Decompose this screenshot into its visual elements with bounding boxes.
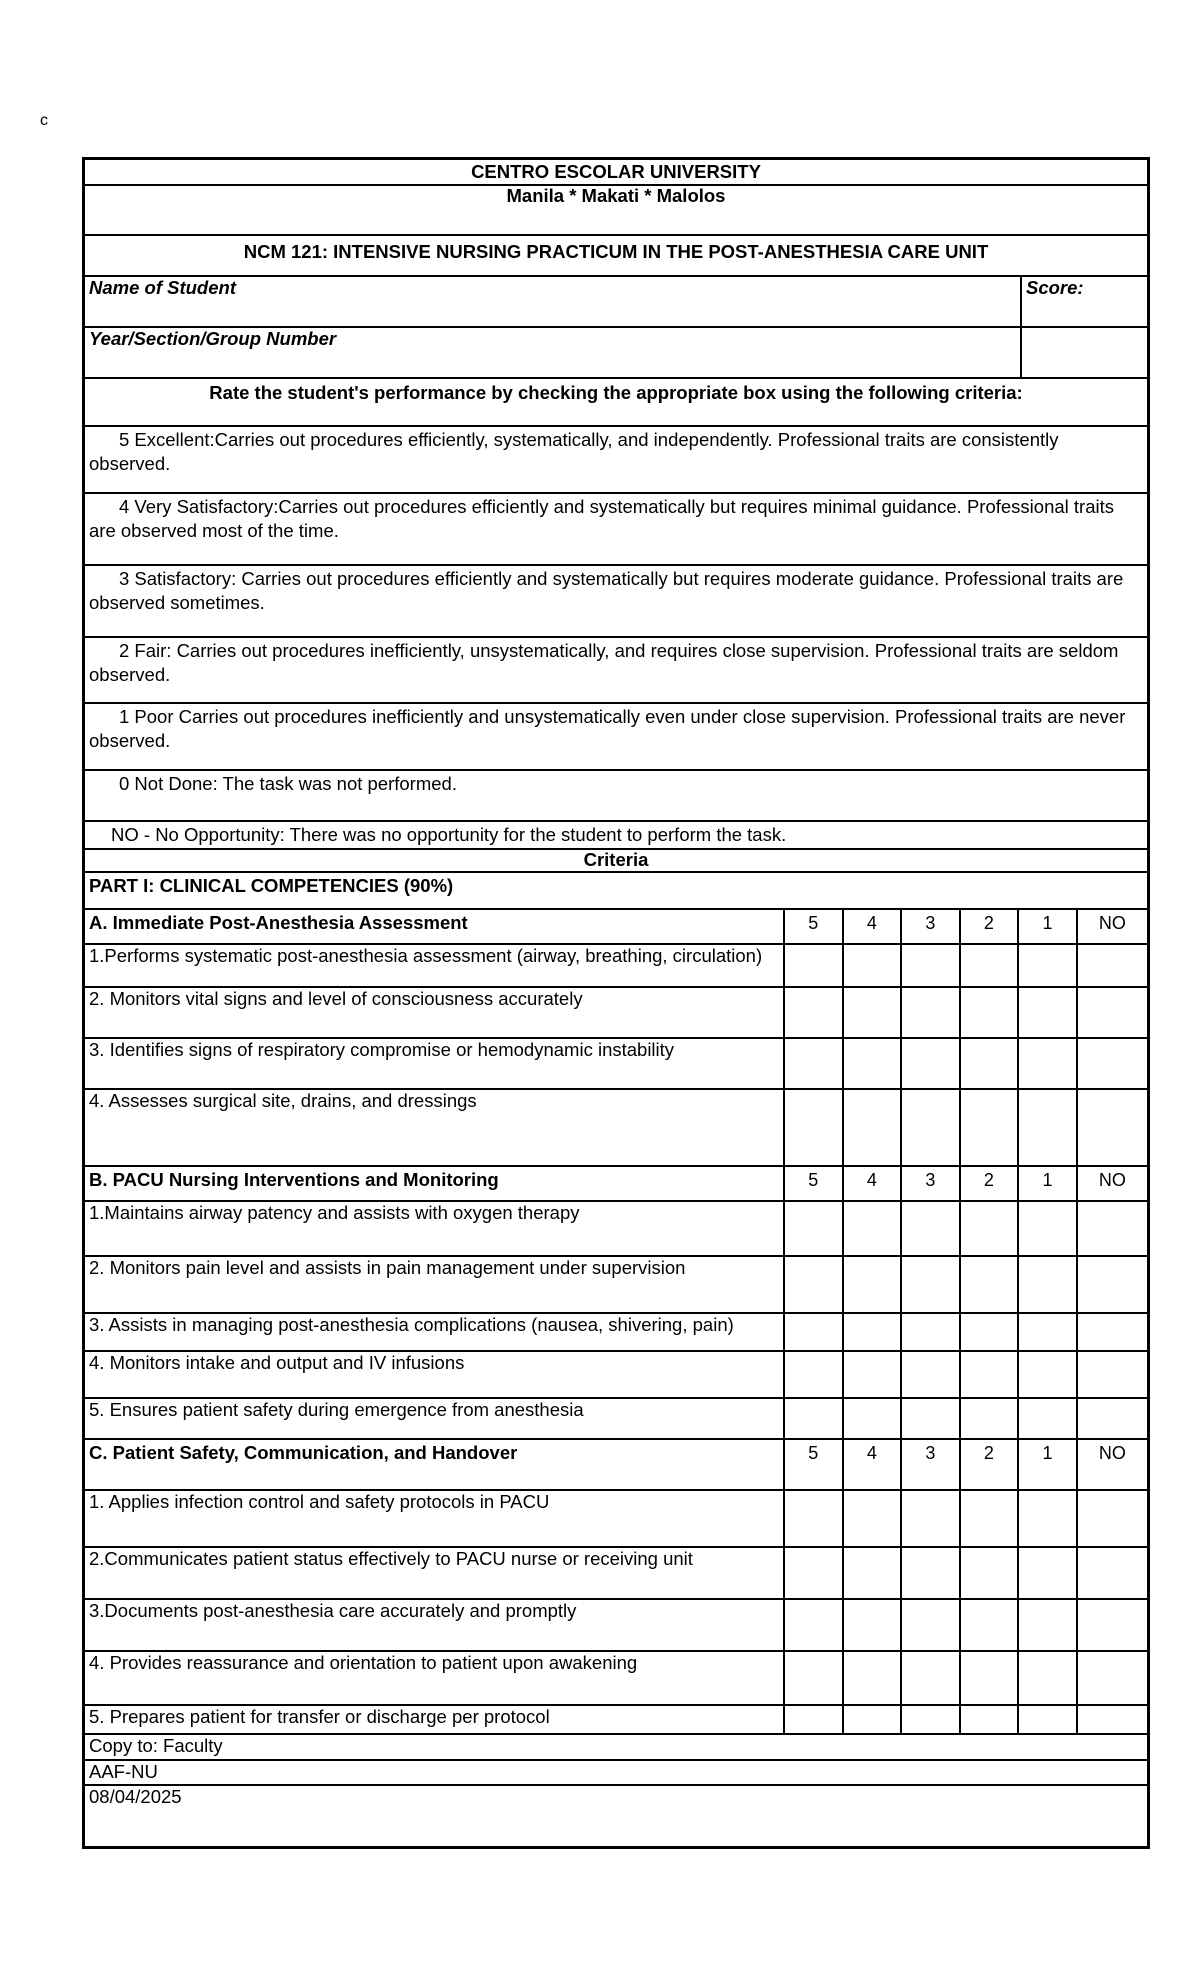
rating-checkbox-4[interactable] — [842, 1256, 901, 1312]
rating-checkbox-no[interactable] — [1076, 1599, 1147, 1650]
scale-fair — [85, 637, 1147, 704]
competency-text: 4. Assesses surgical site, drains, and dressings — [89, 1091, 477, 1111]
rating-checkbox-no[interactable] — [1076, 1089, 1147, 1165]
competency-row — [85, 1490, 1147, 1548]
rating-checkbox-4[interactable] — [842, 1201, 901, 1255]
competency-row — [85, 1351, 1147, 1399]
rating-column-header: 1 — [1017, 909, 1076, 943]
section-title: A. Immediate Post-Anesthesia Assessment — [89, 912, 468, 933]
rating-checkbox-no[interactable] — [1076, 1398, 1147, 1438]
copy-to: Copy to: Faculty — [85, 1734, 1147, 1761]
rating-checkbox-no[interactable] — [1076, 1547, 1147, 1598]
course-title: NCM 121: INTENSIVE NURSING PRACTICUM IN THE POST-ANESTHESIA CARE UNIT — [85, 235, 1147, 277]
rating-checkbox-1[interactable] — [1017, 1351, 1076, 1397]
student-name-label: Name of Student — [89, 277, 236, 298]
scale-fair-text: 2 Fair: Carries out procedures inefficiently, unsystematically, and requires close supervision. Professional traits are seldom observed. — [89, 640, 1119, 685]
rating-checkbox-3[interactable] — [900, 1201, 959, 1255]
rating-checkbox-5[interactable] — [783, 1201, 842, 1255]
rating-checkbox-1[interactable] — [1017, 1398, 1076, 1438]
evaluation-form — [82, 157, 1150, 1849]
rating-column-header: NO — [1076, 1439, 1147, 1489]
competency-text: 5. Prepares patient for transfer or discharge per protocol — [89, 1707, 550, 1727]
score-field[interactable]: Score: — [1020, 276, 1147, 326]
section-header — [85, 909, 1147, 945]
form-date: 08/04/2025 — [89, 1786, 182, 1807]
rating-checkbox-no[interactable] — [1076, 1038, 1147, 1088]
rating-checkbox-1[interactable] — [1017, 1201, 1076, 1255]
rating-checkbox-2[interactable] — [959, 1351, 1018, 1397]
section-header — [85, 1166, 1147, 1202]
rating-checkbox-2[interactable] — [959, 1038, 1018, 1088]
competency-row — [85, 1313, 1147, 1352]
rating-checkbox-1[interactable] — [1017, 1256, 1076, 1312]
competency-text: 2. Monitors pain level and assists in pain management under supervision — [89, 1258, 686, 1278]
competency-row — [85, 987, 1147, 1039]
section-title: C. Patient Safety, Communication, and Handover — [89, 1442, 518, 1463]
competency-row — [85, 1651, 1147, 1706]
rating-column-header: 2 — [959, 1439, 1018, 1489]
rating-checkbox-no[interactable] — [1076, 1351, 1147, 1397]
spacer-row — [85, 184, 1147, 236]
scale-very-satisfactory-text: 4 Very Satisfactory:Carries out procedures efficiently and systematically but requires minimal guidance. Professional traits are observed most of the time. — [89, 496, 1114, 541]
rating-checkbox-3[interactable] — [900, 1038, 959, 1088]
rating-checkbox-5[interactable] — [783, 1599, 842, 1650]
competency-text: 5. Ensures patient safety during emergence from anesthesia — [89, 1400, 584, 1420]
rating-checkbox-2[interactable] — [959, 944, 1018, 986]
scale-not-done — [85, 770, 1147, 822]
rating-checkbox-no[interactable] — [1076, 1651, 1147, 1704]
rating-checkbox-3[interactable] — [900, 987, 959, 1037]
scale-not-done-text: 0 Not Done: The task was not performed. — [119, 773, 457, 794]
rating-checkbox-1[interactable] — [1017, 1651, 1076, 1704]
rating-column-header: 2 — [959, 1166, 1018, 1200]
rating-checkbox-2[interactable] — [959, 1547, 1018, 1598]
competency-row — [85, 1599, 1147, 1652]
rating-checkbox-2[interactable] — [959, 1313, 1018, 1350]
rating-checkbox-no[interactable] — [1076, 1313, 1147, 1350]
rating-checkbox-3[interactable] — [900, 944, 959, 986]
competency-text: 3.Documents post-anesthesia care accurately and promptly — [89, 1601, 577, 1621]
scale-no-opportunity — [85, 821, 1147, 850]
part-title: PART I: CLINICAL COMPETENCIES (90%) — [85, 872, 1147, 910]
rating-checkbox-3[interactable] — [900, 1547, 959, 1598]
rating-checkbox-5[interactable] — [783, 987, 842, 1037]
scale-excellent-text: 5 Excellent:Carries out procedures efficiently, systematically, and independently. Professional traits are consistently observed. — [89, 429, 1059, 474]
rating-checkbox-3[interactable] — [900, 1089, 959, 1165]
rating-column-header: 3 — [900, 909, 959, 943]
rating-checkbox-1[interactable] — [1017, 944, 1076, 986]
rating-checkbox-5[interactable] — [783, 1038, 842, 1088]
scale-poor — [85, 703, 1147, 771]
rating-checkbox-2[interactable] — [959, 1256, 1018, 1312]
rating-checkbox-4[interactable] — [842, 1547, 901, 1598]
rating-instructions: Rate the student's performance by checking the appropriate box using the following criteria: — [85, 378, 1147, 427]
rating-checkbox-4[interactable] — [842, 1313, 901, 1350]
rating-checkbox-1[interactable] — [1017, 1547, 1076, 1598]
score-value-box[interactable] — [1020, 327, 1147, 377]
rating-column-header: 1 — [1017, 1166, 1076, 1200]
section-title: B. PACU Nursing Interventions and Monitoring — [89, 1169, 499, 1190]
rating-checkbox-1[interactable] — [1017, 1705, 1076, 1733]
rating-checkbox-3[interactable] — [900, 1398, 959, 1438]
university-name: CENTRO ESCOLAR UNIVERSITY — [85, 160, 1147, 186]
rating-checkbox-3[interactable] — [900, 1490, 959, 1546]
competency-text: 2.Communicates patient status effectively to PACU nurse or receiving unit — [89, 1549, 693, 1569]
rating-checkbox-4[interactable] — [842, 1351, 901, 1397]
competency-text: 4. Provides reassurance and orientation to patient upon awakening — [89, 1653, 638, 1673]
rating-checkbox-1[interactable] — [1017, 1490, 1076, 1546]
form-code: AAF-NU — [85, 1760, 1147, 1786]
rating-checkbox-2[interactable] — [959, 1599, 1018, 1650]
rating-checkbox-no[interactable] — [1076, 1490, 1147, 1546]
criteria-heading: Criteria — [85, 849, 1147, 873]
rating-checkbox-3[interactable] — [900, 1313, 959, 1350]
year-section-row — [85, 327, 1147, 379]
rating-checkbox-3[interactable] — [900, 1351, 959, 1397]
rating-checkbox-no[interactable] — [1076, 944, 1147, 986]
campus-list: Manila * Makati * Malolos — [506, 185, 726, 206]
rating-checkbox-3[interactable] — [900, 1256, 959, 1312]
rating-column-header: 3 — [900, 1439, 959, 1489]
rating-checkbox-4[interactable] — [842, 1038, 901, 1088]
rating-checkbox-5[interactable] — [783, 1089, 842, 1165]
rating-checkbox-3[interactable] — [900, 1599, 959, 1650]
rating-checkbox-5[interactable] — [783, 1351, 842, 1397]
competency-text: 4. Monitors intake and output and IV infusions — [89, 1353, 465, 1373]
corner-mark: c — [40, 112, 48, 129]
rating-checkbox-3[interactable] — [900, 1705, 959, 1733]
competency-row — [85, 944, 1147, 988]
rating-checkbox-1[interactable] — [1017, 1038, 1076, 1088]
rating-column-header: 4 — [842, 1166, 901, 1200]
rating-checkbox-2[interactable] — [959, 1398, 1018, 1438]
rating-checkbox-2[interactable] — [959, 1705, 1018, 1733]
rating-column-header: NO — [1076, 909, 1147, 943]
scale-poor-text: 1 Poor Carries out procedures inefficiently and unsystematically even under close supervision. Professional traits are never observed. — [89, 706, 1126, 751]
rating-column-header: 4 — [842, 1439, 901, 1489]
rating-column-header: 3 — [900, 1166, 959, 1200]
rating-column-header: 5 — [783, 909, 842, 943]
competency-row — [85, 1547, 1147, 1600]
rating-checkbox-4[interactable] — [842, 987, 901, 1037]
rating-checkbox-no[interactable] — [1076, 987, 1147, 1037]
rating-checkbox-4[interactable] — [842, 1599, 901, 1650]
competency-text: 1. Applies infection control and safety protocols in PACU — [89, 1492, 550, 1512]
rating-checkbox-4[interactable] — [842, 1398, 901, 1438]
competency-text: 3. Identifies signs of respiratory compromise or hemodynamic instability — [89, 1040, 675, 1060]
rating-column-header: 2 — [959, 909, 1018, 943]
competency-text: 3. Assists in managing post-anesthesia complications (nausea, shivering, pain) — [89, 1315, 734, 1335]
rating-checkbox-5[interactable] — [783, 944, 842, 986]
rating-checkbox-2[interactable] — [959, 1201, 1018, 1255]
rating-checkbox-4[interactable] — [842, 1705, 901, 1733]
competency-row — [85, 1256, 1147, 1314]
rating-checkbox-1[interactable] — [1017, 1599, 1076, 1650]
student-name-row — [85, 276, 1147, 328]
rating-checkbox-no[interactable] — [1076, 1256, 1147, 1312]
competency-text: 2. Monitors vital signs and level of consciousness accurately — [89, 989, 583, 1009]
scale-no-opportunity-text: NO - No Opportunity: There was no opportunity for the student to perform the task. — [111, 824, 787, 845]
competency-row — [85, 1705, 1147, 1735]
section-header — [85, 1439, 1147, 1491]
rating-checkbox-1[interactable] — [1017, 1089, 1076, 1165]
rating-checkbox-4[interactable] — [842, 1651, 901, 1704]
rating-checkbox-4[interactable] — [842, 1490, 901, 1546]
competency-row — [85, 1038, 1147, 1090]
competency-row — [85, 1089, 1147, 1167]
competency-text: 1.Maintains airway patency and assists with oxygen therapy — [89, 1203, 580, 1223]
rating-column-header: 1 — [1017, 1439, 1076, 1489]
rating-column-header: NO — [1076, 1166, 1147, 1200]
rating-checkbox-4[interactable] — [842, 944, 901, 986]
scale-excellent — [85, 426, 1147, 494]
rating-column-header: 5 — [783, 1439, 842, 1489]
rating-checkbox-2[interactable] — [959, 987, 1018, 1037]
rating-checkbox-5[interactable] — [783, 1705, 842, 1733]
competency-row — [85, 1398, 1147, 1440]
rating-checkbox-no[interactable] — [1076, 1201, 1147, 1255]
rating-checkbox-5[interactable] — [783, 1313, 842, 1350]
scale-satisfactory-text: 3 Satisfactory: Carries out procedures efficiently and systematically but requires moderate guidance. Professional traits are observed sometimes. — [89, 568, 1124, 613]
rating-checkbox-5[interactable] — [783, 1651, 842, 1704]
scale-very-satisfactory — [85, 493, 1147, 566]
rating-checkbox-5[interactable] — [783, 1490, 842, 1546]
rating-checkbox-5[interactable] — [783, 1256, 842, 1312]
rating-checkbox-2[interactable] — [959, 1651, 1018, 1704]
scale-satisfactory — [85, 565, 1147, 638]
rating-checkbox-5[interactable] — [783, 1547, 842, 1598]
rating-checkbox-5[interactable] — [783, 1398, 842, 1438]
rating-checkbox-1[interactable] — [1017, 1313, 1076, 1350]
rating-checkbox-3[interactable] — [900, 1651, 959, 1704]
competency-text: 1.Performs systematic post-anesthesia assessment (airway, breathing, circulation) — [89, 946, 763, 966]
rating-column-header: 5 — [783, 1166, 842, 1200]
year-section-label: Year/Section/Group Number — [89, 328, 337, 349]
competency-row — [85, 1201, 1147, 1257]
rating-checkbox-1[interactable] — [1017, 987, 1076, 1037]
rating-checkbox-2[interactable] — [959, 1490, 1018, 1546]
rating-checkbox-2[interactable] — [959, 1089, 1018, 1165]
rating-checkbox-4[interactable] — [842, 1089, 901, 1165]
rating-column-header: 4 — [842, 909, 901, 943]
rating-checkbox-no[interactable] — [1076, 1705, 1147, 1733]
